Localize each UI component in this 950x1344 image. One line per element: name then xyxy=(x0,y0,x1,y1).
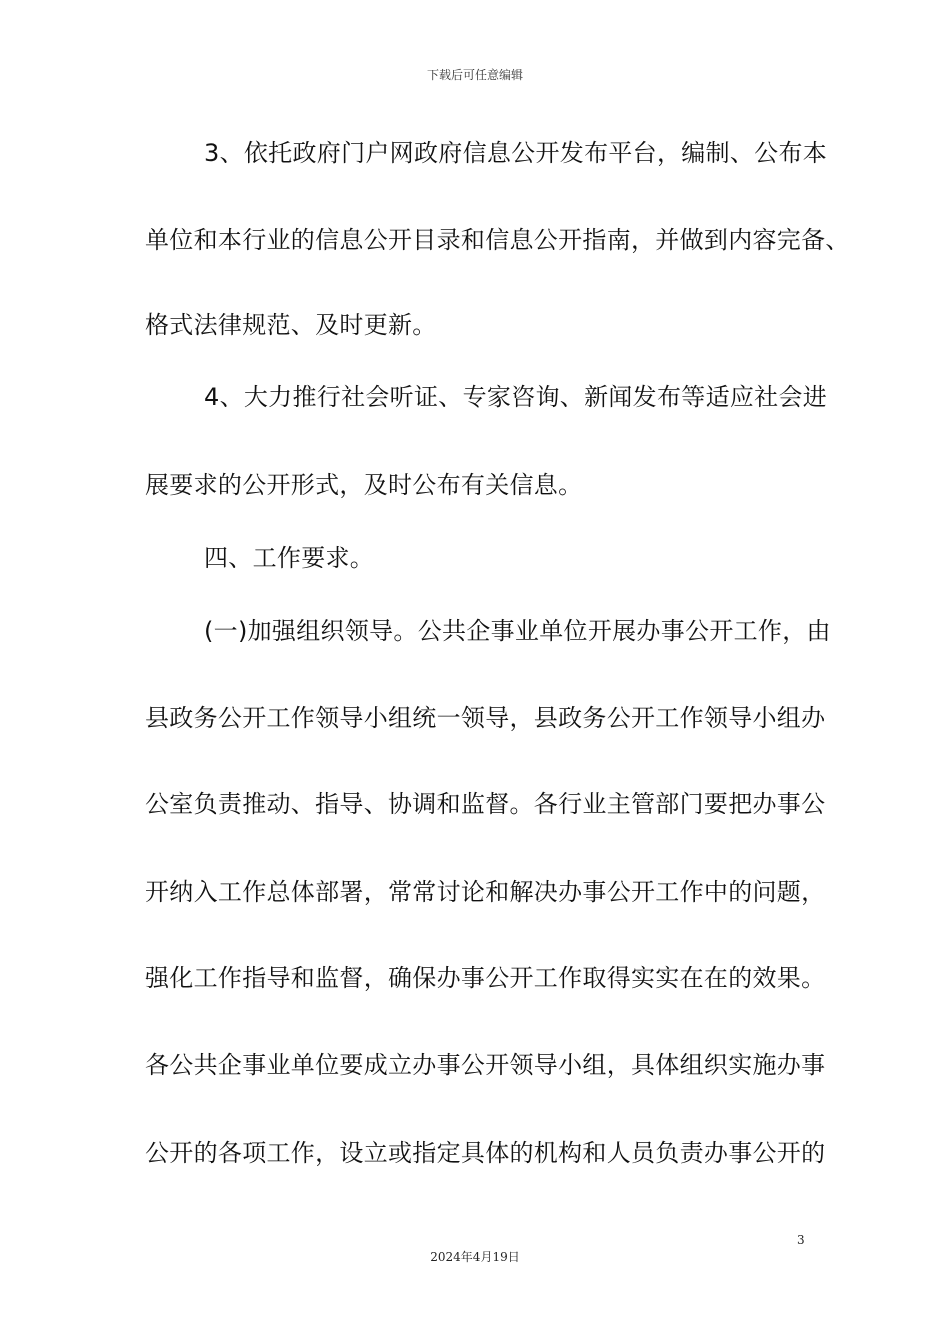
paragraph-line: 开纳入工作总体部署，常常讨论和解决办事公开工作中的问题， xyxy=(145,878,826,906)
footer-date: 2024年4月19日 xyxy=(430,1250,520,1264)
paragraph-line: 格式法律规范、及时更新。 xyxy=(145,311,437,339)
paragraph-line: 各公共企事业单位要成立办事公开领导小组，具体组织实施办事 xyxy=(145,1051,826,1079)
paragraph-line: 3、依托政府门户网政府信息公开发布平台，编制、公布本 xyxy=(204,139,828,167)
paragraph-line: 单位和本行业的信息公开目录和信息公开指南，并做到内容完备、 xyxy=(145,226,850,254)
paragraph-line: 展要求的公开形式，及时公布有关信息。 xyxy=(145,471,583,499)
page-number: 3 xyxy=(797,1233,805,1247)
paragraph-line: 4、大力推行社会听证、专家咨询、新闻发布等适应社会进 xyxy=(204,383,828,411)
paragraph-line: 县政务公开工作领导小组统一领导，县政务公开工作领导小组办 xyxy=(145,704,826,732)
paragraph-line: (一)加强组织领导。公共企事业单位开展办事公开工作，由 xyxy=(204,617,831,645)
paragraph-line: 公室负责推动、指导、协调和监督。各行业主管部门要把办事公 xyxy=(145,790,826,818)
page-header: 下载后可任意编辑 xyxy=(426,68,523,82)
paragraph-line: 强化工作指导和监督，确保办事公开工作取得实实在在的效果。 xyxy=(145,964,826,992)
section-heading: 四、工作要求。 xyxy=(204,544,375,572)
paragraph-line: 公开的各项工作，设立或指定具体的机构和人员负责办事公开的 xyxy=(145,1139,826,1167)
